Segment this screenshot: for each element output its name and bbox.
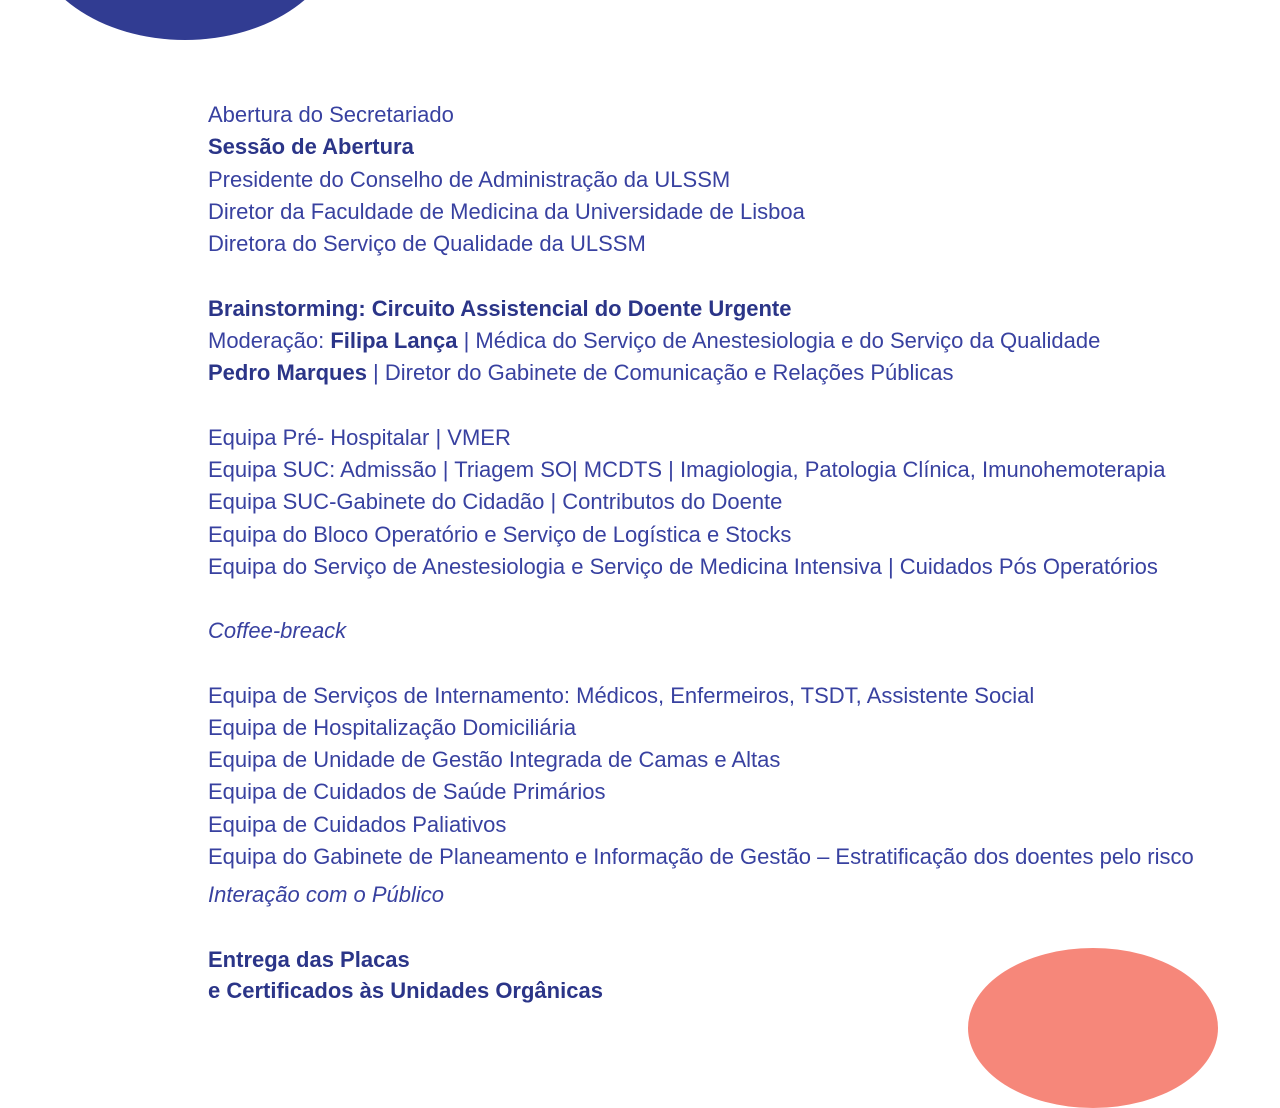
team-text: Equipa do Gabinete de Planeamento e Informação de Gestão – Estratificação dos doentes pelo risco xyxy=(208,844,1194,869)
moderator-role: | Médica do Serviço de Anestesiologia e do Serviço da Qualidade xyxy=(457,328,1101,353)
speaker-text: Diretora do Serviço de Qualidade da ULSSM xyxy=(208,231,646,256)
moderator-role: | Diretor do Gabinete de Comunicação e Relações Públicas xyxy=(366,360,954,385)
team-text: Equipa do Bloco Operatório e Serviço de Logística e Stocks xyxy=(208,522,792,547)
team-text: Equipa de Cuidados Paliativos xyxy=(208,812,507,837)
team-text: Equipa de Unidade de Gestão Integrada de Camas e Altas xyxy=(208,747,781,772)
decorative-circle-bottom xyxy=(968,948,1218,1108)
session-title: Brainstorming: Circuito Assistencial do Doente Urgente xyxy=(208,296,792,321)
team-text: Equipa de Serviços de Internamento: Médicos, Enfermeiros, TSDT, Assistente Social xyxy=(208,683,1035,708)
team-text: Equipa Pré- Hospitalar | VMER xyxy=(208,425,511,450)
team-text: Equipa de Hospitalização Domiciliária xyxy=(208,715,577,740)
team-text: Equipa de Cuidados de Saúde Primários xyxy=(208,779,606,804)
session-title: e Certificados às Unidades Orgânicas xyxy=(208,978,603,1003)
speaker-text: Presidente do Conselho de Administração da ULSSM xyxy=(208,167,731,192)
team-text: Equipa do Serviço de Anestesiologia e Serviço de Medicina Intensiva | Cuidados Pós Operatórios xyxy=(208,554,1158,579)
moderation-text xyxy=(208,357,954,389)
moderator-name: Filipa Lança xyxy=(330,328,458,353)
event-text: Coffee-breack xyxy=(208,618,347,643)
team-text: Equipa SUC: Admissão | Triagem SO| MCDTS | Imagiologia, Patologia Clínica, Imunohemoterapia xyxy=(208,457,1166,482)
moderator-name: Pedro Marques xyxy=(208,360,367,385)
session-title: Sessão de Abertura xyxy=(208,134,414,159)
event-text: Interação com o Público xyxy=(208,882,445,907)
decorative-circle-top xyxy=(30,0,340,40)
speaker-text: Diretor da Faculdade de Medicina da Universidade de Lisboa xyxy=(208,199,805,224)
event-text: Abertura do Secretariado xyxy=(208,102,454,127)
moderation-text xyxy=(208,325,1100,357)
session-title: Entrega das Placas xyxy=(208,947,410,972)
moderation-label: Moderação: xyxy=(208,328,325,353)
team-text: Equipa SUC-Gabinete do Cidadão | Contributos do Doente xyxy=(208,489,783,514)
